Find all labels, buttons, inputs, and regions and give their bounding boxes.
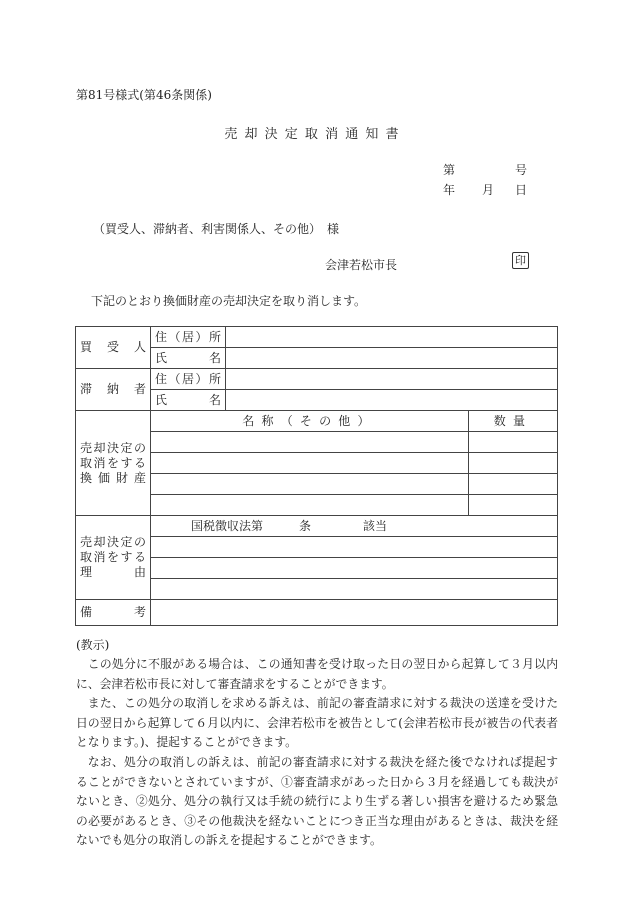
delinquent-address-label: 住 （ 居 ） 所 [151,369,226,390]
instruction-paragraph-3: なお、処分の取消しの訴えは、前記の審査請求に対する裁決を経た後でなければ提起することができないとされていますが、①審査請求があった日から３月を経過しても裁決がないとき、②処分、処分の執行又は手続の続行により生ずる著しい損害を避けるため緊急の必要があるとき、③その他裁決を経ないことにつき正当な理由があるときは、裁決を経ないでも処分の取消しの訴えを提起することができます。 [76,755,558,848]
date-year: 年 [443,183,456,197]
delinquent-address-field[interactable] [226,369,558,390]
reason-law-line[interactable] [151,516,558,537]
reason-row[interactable] [151,579,558,600]
delinquent-name-label: 氏 名 [151,390,226,411]
instruction-heading: (教示) [76,638,110,652]
form-number: 第81号様式(第46条関係) [76,88,212,102]
reason-row[interactable] [151,558,558,579]
remarks-field[interactable] [151,600,558,626]
delinquent-name-field[interactable] [226,390,558,411]
property-quantity-row[interactable] [469,453,558,474]
issuer-name: 会津若松市長 [325,258,398,272]
number-suffix: 号 [515,163,528,177]
property-quantity-header: 数量 [469,411,558,432]
number-prefix: 第 [443,163,456,177]
intro-text: 下記のとおり換価財産の売却決定を取り消します。 [91,294,367,308]
law-applies: 該当 [363,518,388,533]
document-title: 売却決定取消通知書 [224,127,406,142]
property-label: 売却決定の 取消をする 換価財産 [76,411,151,516]
instruction-paragraph-1: この処分に不服がある場合は、この通知書を受け取った日の翌日から起算して３月以内に、会津若松市長に対して審査請求をすることができます。 [76,657,558,691]
reason-row[interactable] [151,537,558,558]
date-month: 月 [482,183,495,197]
addressee: （買受人、滞納者、利害関係人、その他） 様 [93,222,340,236]
property-name-header: 名称（その他） [151,411,469,432]
property-quantity-row[interactable] [469,432,558,453]
law-prefix: 国税徴収法第 [191,518,264,533]
property-quantity-row[interactable] [469,474,558,495]
buyer-address-field[interactable] [226,327,558,348]
form-table [75,326,558,626]
property-name-row[interactable] [151,495,469,516]
seal-mark: 印 [512,252,529,269]
law-article: 条 [299,518,312,533]
buyer-address-label: 住 （ 居 ） 所 [151,327,226,348]
property-quantity-row[interactable] [469,495,558,516]
delinquent-label: 滞納者 [76,369,151,411]
buyer-name-label: 氏 名 [151,348,226,369]
property-name-row[interactable] [151,453,469,474]
property-name-row[interactable] [151,474,469,495]
property-name-row[interactable] [151,432,469,453]
buyer-label: 買受人 [76,327,151,369]
buyer-name-field[interactable] [226,348,558,369]
reason-label: 売却決定の 取消をする 理由 [76,516,151,600]
date-day: 日 [515,183,528,197]
remarks-label: 備考 [76,600,151,626]
instruction-paragraph-2: また、この処分の取消しを求める訴えは、前記の審査請求に対する裁決の送達を受けた日の翌日から起算して６月以内に、会津若松市を被告として(会津若松市長が被告の代表者となります。)、提起することができます。 [76,696,558,750]
